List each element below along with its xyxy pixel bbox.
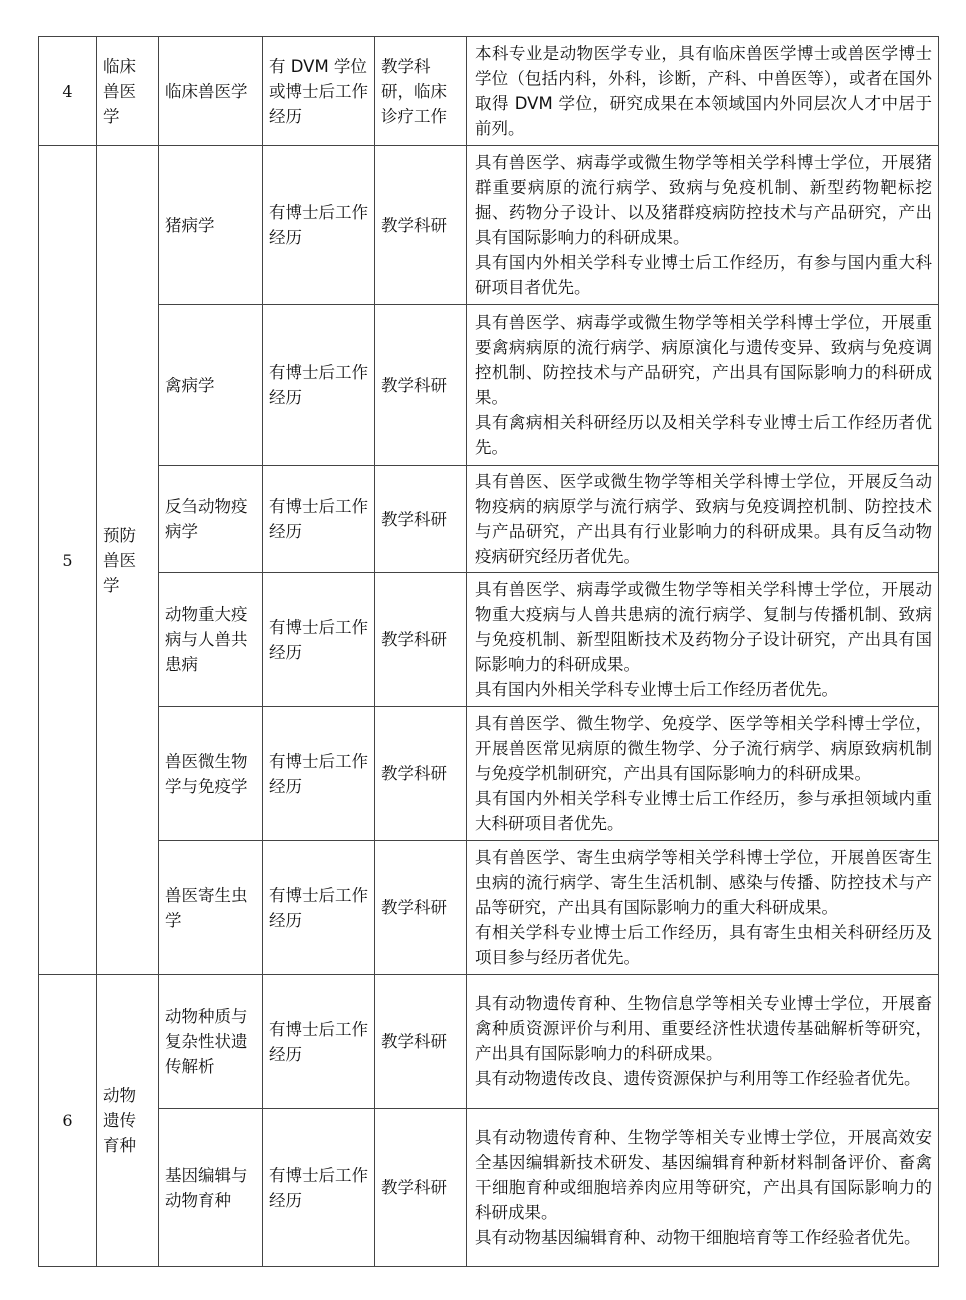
row-number: 5 (39, 146, 97, 975)
table-row (39, 1109, 939, 1267)
requirements-cell (467, 707, 939, 841)
research-direction: 兽医寄生虫学 (159, 841, 263, 975)
discipline-name: 临床兽医学 (97, 37, 159, 146)
table-row (39, 975, 939, 1109)
research-direction: 临床兽医学 (159, 37, 263, 146)
experience-requirement: 有博士后工作经历 (263, 707, 375, 841)
requirement-paragraph: 具有动物遗传育种、生物学等相关专业博士学位，开展高效安全基因编辑新技术研发、基因编辑育种新材料制备评价、畜禽干细胞育种或细胞培养肉应用等研究，产出具有国际影响力的科研成果。 (475, 1127, 932, 1222)
experience-requirement: 有博士后工作经历 (263, 573, 375, 707)
requirements-cell (467, 37, 939, 146)
experience-requirement: 有博士后工作经历 (263, 1109, 375, 1267)
post-type: 教学科研 (375, 146, 467, 305)
table-row (39, 466, 939, 573)
post-type: 教学科研 (375, 305, 467, 466)
requirement-paragraph: 具有国内外相关学科专业博士后工作经历，有参与国内重大科研项目者优先。 (475, 252, 932, 297)
experience-requirement: 有博士后工作经历 (263, 146, 375, 305)
research-direction: 猪病学 (159, 146, 263, 305)
experience-requirement: 有 DVM 学位或博士后工作经历 (263, 37, 375, 146)
research-direction: 动物重大疫病与人兽共患病 (159, 573, 263, 707)
requirement-paragraph: 本科专业是动物医学专业，具有临床兽医学博士或兽医学博士学位（包括内科，外科，诊断，产科、中兽医等），或者在国外取得 DVM 学位，研究成果在本领域国内外同层次人才中居于前列。 (475, 43, 932, 138)
requirements-cell (467, 305, 939, 466)
requirements-cell (467, 841, 939, 975)
table-row (39, 841, 939, 975)
experience-requirement: 有博士后工作经历 (263, 305, 375, 466)
post-type: 教学科研 (375, 1109, 467, 1267)
discipline-name: 预防兽医学 (97, 146, 159, 975)
post-type: 教学科研 (375, 975, 467, 1109)
experience-requirement: 有博士后工作经历 (263, 975, 375, 1109)
table-row (39, 305, 939, 466)
requirements-cell (467, 573, 939, 707)
requirement-paragraph: 具有兽医学、病毒学或微生物学等相关学科博士学位，开展动物重大疫病与人兽共患病的流行病学、复制与传播机制、致病与免疫机制、新型阻断技术及药物分子设计研究，产出具有国际影响力的科研成果。 (475, 579, 932, 674)
requirement-paragraph: 有相关学科专业博士后工作经历，具有寄生虫相关科研经历及项目参与经历者优先。 (475, 922, 932, 967)
table-row (39, 707, 939, 841)
row-number: 6 (39, 975, 97, 1267)
table-row (39, 146, 939, 305)
research-direction: 兽医微生物学与免疫学 (159, 707, 263, 841)
requirements-cell (467, 466, 939, 573)
requirement-paragraph: 具有兽医学、病毒学或微生物学等相关学科博士学位，开展猪群重要病原的流行病学、致病与免疫机制、新型药物靶标挖掘、药物分子设计、以及猪群疫病防控技术与产品研究，产出具有国际影响力的科研成果。 (475, 152, 932, 247)
requirements-cell (467, 146, 939, 305)
requirement-paragraph: 具有国内外相关学科专业博士后工作经历，参与承担领域内重大科研项目者优先。 (475, 788, 932, 833)
requirement-paragraph: 具有国内外相关学科专业博士后工作经历者优先。 (475, 679, 838, 699)
requirement-paragraph: 具有动物遗传育种、生物信息学等相关专业博士学位，开展畜禽种质资源评价与利用、重要经济性状遗传基础解析等研究，产出具有国际影响力的科研成果。 (475, 994, 932, 1063)
post-type: 教学科研，临床诊疗工作 (375, 37, 467, 146)
table-row (39, 573, 939, 707)
requirement-paragraph: 具有兽医、医学或微生物学等相关学科博士学位，开展反刍动物疫病的病原学与流行病学、致病与免疫调控机制、防控技术与产品研究，产出具有行业影响力的科研成果。具有反刍动物疫病研究经历者优先。 (475, 471, 932, 566)
requirement-paragraph: 具有动物遗传改良、遗传资源保护与利用等工作经验者优先。 (475, 1069, 921, 1088)
requirements-cell (467, 975, 939, 1109)
experience-requirement: 有博士后工作经历 (263, 466, 375, 573)
row-number: 4 (39, 37, 97, 146)
table-row (39, 37, 939, 146)
research-direction: 基因编辑与动物育种 (159, 1109, 263, 1267)
post-type: 教学科研 (375, 707, 467, 841)
research-direction: 动物种质与复杂性状遗传解析 (159, 975, 263, 1109)
recruitment-table (38, 36, 939, 1267)
requirement-paragraph: 具有兽医学、病毒学或微生物学等相关学科博士学位，开展重要禽病病原的流行病学、病原演化与遗传变异、致病与免疫调控机制、防控技术与产品研究，产出具有国际影响力的科研成果。 (475, 312, 932, 407)
research-direction: 禽病学 (159, 305, 263, 466)
experience-requirement: 有博士后工作经历 (263, 841, 375, 975)
requirements-cell (467, 1109, 939, 1267)
requirement-paragraph: 具有禽病相关科研经历以及相关学科专业博士后工作经历者优先。 (475, 412, 932, 457)
research-direction: 反刍动物疫病学 (159, 466, 263, 573)
requirement-paragraph: 具有兽医学、微生物学、免疫学、医学等相关学科博士学位，开展兽医常见病原的微生物学、分子流行病学、病原致病机制与免疫学机制研究，产出具有国际影响力的科研成果。 (475, 713, 932, 783)
post-type: 教学科研 (375, 841, 467, 975)
discipline-name: 动物遗传育种 (97, 975, 159, 1267)
post-type: 教学科研 (375, 466, 467, 573)
post-type: 教学科研 (375, 573, 467, 707)
requirement-paragraph: 具有动物基因编辑育种、动物干细胞培育等工作经验者优先。 (475, 1227, 921, 1247)
requirement-paragraph: 具有兽医学、寄生虫病学等相关学科博士学位，开展兽医寄生虫病的流行病学、寄生生活机制、感染与传播、防控技术与产品等研究，产出具有国际影响力的重大科研成果。 (475, 847, 932, 917)
